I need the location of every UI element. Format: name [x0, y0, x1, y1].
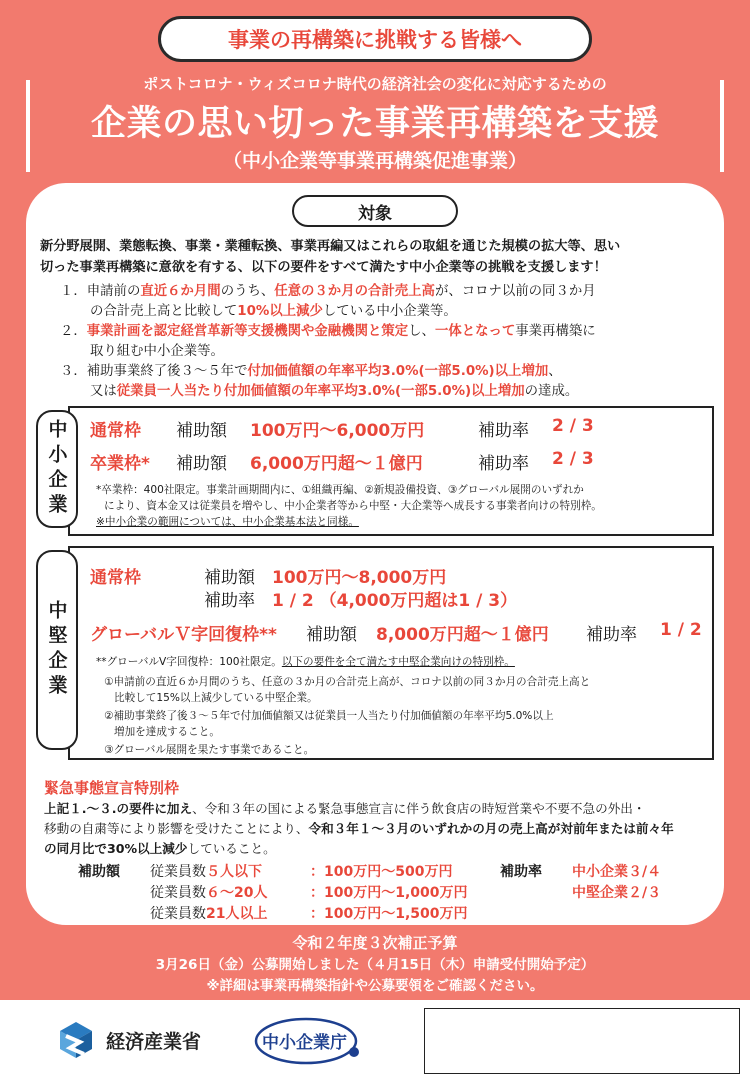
- sme-normal-amount-label: 補助額: [176, 421, 227, 441]
- emergency-plain: 移動の自粛等により影響を受けたことにより、: [44, 821, 309, 836]
- sme-graduation-amount: 6,000万円超～１億円: [250, 454, 423, 474]
- mid-condition: ①申請前の直近６か月間のうち、任意の３か月の合計売上高が、コロナ以前の同３か月の合計売上高と: [104, 676, 591, 688]
- mid-condition: ③グローバル展開を果たす事業であること。: [104, 744, 315, 756]
- sme-tab: [36, 410, 78, 528]
- req-text: が、コロナ以前の同３か月: [434, 284, 596, 299]
- req-emphasis: 事業計画を認定経営革新等支援機関や金融機関と策定: [86, 324, 409, 339]
- mid-condition: ②補助事業終了後３～５年で付加価値額又は従業員一人当たり付加価値額の年率平均5.0%以上: [104, 710, 554, 722]
- emergency-amount-label: 補助額: [78, 864, 120, 880]
- mid-condition: 増加を達成すること。: [114, 726, 220, 738]
- intro-line: 切った事業再構築に意欲を有する、以下の要件をすべて満たす中小企業等の挑戦を支援します！: [40, 260, 607, 275]
- employee-range: 21人以上: [206, 906, 268, 922]
- requirement-3: [60, 362, 562, 382]
- emergency-amount: ：100万円～1,000万円: [310, 885, 468, 901]
- req-emphasis: 付加価値額の年率平均3.0%(一部5.0%)以上増加: [247, 364, 549, 379]
- emergency-text: [44, 799, 708, 859]
- req-text: 取り組む中小企業等。: [90, 344, 224, 359]
- mid-normal-amount-label: 補助額: [204, 568, 255, 588]
- mid-tab-label: 中堅企業: [45, 600, 68, 700]
- sme-note: *卒業枠：400社限定。事業計画期間内に、①組織再編、②新規設備投資、③グローバル展開のいずれか: [96, 484, 584, 496]
- requirement-3-cont: [90, 382, 578, 402]
- mid-normal-amount: 100万円～8,000万円: [272, 568, 447, 588]
- req-text: 又は: [90, 384, 117, 399]
- req-text: 事業再構築に: [515, 324, 596, 339]
- emergency-rate-label: 補助率: [500, 864, 542, 880]
- mid-note: [96, 654, 515, 670]
- employee-label: 従業員数: [150, 885, 206, 901]
- emergency-line: [44, 839, 708, 859]
- emergency-line: [44, 799, 708, 819]
- sme-agency-logo: [252, 1016, 362, 1070]
- sme-normal-rate: 2 / 3: [552, 416, 594, 436]
- sme-agency-name: 中小企業庁: [262, 1033, 347, 1053]
- sme-note: により、資本金又は従業員を増やし、中小企業者等から中堅・大企業等へ成長する事業者向けの特別枠。: [104, 500, 602, 512]
- req-emphasis: 10%以上減少: [237, 304, 323, 319]
- emergency-plain: していること。: [187, 841, 276, 856]
- emergency-plain: 、令和３年の国による緊急事態宣言に伴う飲食店の時短営業や不要不急の外出・: [192, 801, 646, 816]
- emergency-rate-sme: 中小企業３/４: [572, 864, 662, 880]
- req-text: の合計売上高と比較して: [90, 304, 238, 319]
- program-name: （中小企業等事業再構築促進事業）: [222, 150, 527, 172]
- req-emphasis: 任意の３か月の合計売上高: [274, 284, 435, 299]
- emergency-row: [150, 861, 262, 881]
- req-text: 補助事業終了後３～５年で: [86, 364, 248, 379]
- sme-normal-amount: 100万円～6,000万円: [250, 421, 425, 441]
- sme-graduation-amount-label: 補助額: [176, 454, 227, 474]
- mid-normal-rate-label: 補助率: [204, 591, 255, 611]
- req-number: １．: [60, 284, 87, 299]
- emergency-bold: 令和３年１～３月のいずれかの月の売上高が対前年または前々年: [308, 821, 674, 836]
- requirement-1-cont: [90, 302, 457, 322]
- emergency-line: [44, 819, 708, 839]
- req-text: し、: [408, 324, 435, 339]
- mid-tab: [36, 550, 78, 750]
- requirement-2-cont: [90, 342, 224, 362]
- sme-tab-label: 中小企業: [45, 419, 68, 519]
- mid-global-rate-label: 補助率: [586, 625, 637, 645]
- employee-range: ６～20人: [206, 885, 268, 901]
- requirement-2: [60, 322, 596, 342]
- emergency-row: [150, 903, 267, 923]
- sme-graduation-rate: 2 / 3: [552, 449, 594, 469]
- requirement-1: [60, 282, 596, 302]
- req-text: 申請前の: [86, 284, 141, 299]
- mid-condition: 比較して15%以上減少している中堅企業。: [114, 692, 318, 704]
- emergency-bold: の同月比で30%以上減少: [44, 841, 188, 856]
- emergency-bold: 上記１.～３.の要件に加え: [44, 801, 193, 816]
- emergency-rate-mid: 中堅企業２/３: [572, 885, 662, 901]
- sme-normal-rate-label: 補助率: [478, 421, 529, 441]
- budget-label: 令和２年度３次補正予算: [292, 934, 458, 952]
- req-number: ３．: [60, 364, 87, 379]
- mid-note-text: 以下の要件を全て満たす中堅企業向けの特別枠。: [281, 656, 515, 668]
- employee-range: ５人以下: [206, 864, 262, 880]
- mid-note-text: **グローバルV字回復枠：100社限定。: [96, 656, 282, 668]
- audience-banner: 事業の再構築に挑戦する皆様へ: [158, 16, 592, 62]
- mid-global-label: グローバルＶ字回復枠**: [90, 625, 277, 645]
- details-note: ※詳細は事業再構築指針や公募要領をご確認ください。: [206, 978, 544, 994]
- mid-global-rate: 1 / 2: [660, 620, 702, 640]
- req-text: の達成。: [524, 384, 579, 399]
- meti-name: 経済産業省: [106, 1030, 202, 1053]
- req-text: のうち、: [220, 284, 275, 299]
- intro-line: 新分野展開、業態転換、事業・業種転換、事業再編又はこれらの取組を通じた規模の拡大等、思い: [40, 239, 621, 254]
- subheading: ポストコロナ・ウィズコロナ時代の経済社会の変化に対応するための: [143, 75, 607, 93]
- sme-graduation-rate-label: 補助率: [478, 454, 529, 474]
- req-emphasis: 直近６か月間: [140, 284, 221, 299]
- req-emphasis: 一体となって: [434, 324, 516, 339]
- employee-label: 従業員数: [150, 906, 206, 922]
- emergency-amount: ：100万円～1,500万円: [310, 906, 468, 922]
- emergency-row: [150, 882, 267, 902]
- req-text: 、: [548, 364, 562, 379]
- sme-scope-note: ※中小企業の範囲については、中小企業基本法と同様。: [96, 516, 359, 528]
- page-title: 企業の思い切った事業再構築を支援: [90, 104, 659, 144]
- employee-label: 従業員数: [150, 864, 206, 880]
- mid-global-amount-label: 補助額: [306, 625, 357, 645]
- sme-graduation-label: 卒業枠*: [90, 454, 150, 474]
- mid-global-amount: 8,000万円超～１億円: [376, 625, 549, 645]
- target-label: 対象: [292, 195, 458, 227]
- sme-normal-label: 通常枠: [90, 421, 141, 441]
- mid-normal-label: 通常枠: [90, 568, 141, 588]
- schedule-text: 3月26日（金）公募開始しました（４月15日（木）申請受付開始予定）: [155, 957, 595, 973]
- mid-normal-rate: 1 / 2 （4,000万円超は1 / 3）: [272, 591, 518, 611]
- meti-emblem-icon: [56, 1020, 96, 1060]
- req-emphasis: 従業員一人当たり付加価値額の年率平均3.0%(一部5.0%)以上増加: [116, 384, 525, 399]
- contact-box: [424, 1008, 740, 1074]
- target-intro: [40, 236, 710, 278]
- req-text: している中小企業等。: [322, 304, 457, 319]
- meti-logo: [56, 1020, 201, 1060]
- emergency-amount: ：100万円～500万円: [310, 864, 453, 880]
- emergency-heading: 緊急事態宣言特別枠: [44, 779, 180, 797]
- req-number: ２．: [60, 324, 87, 339]
